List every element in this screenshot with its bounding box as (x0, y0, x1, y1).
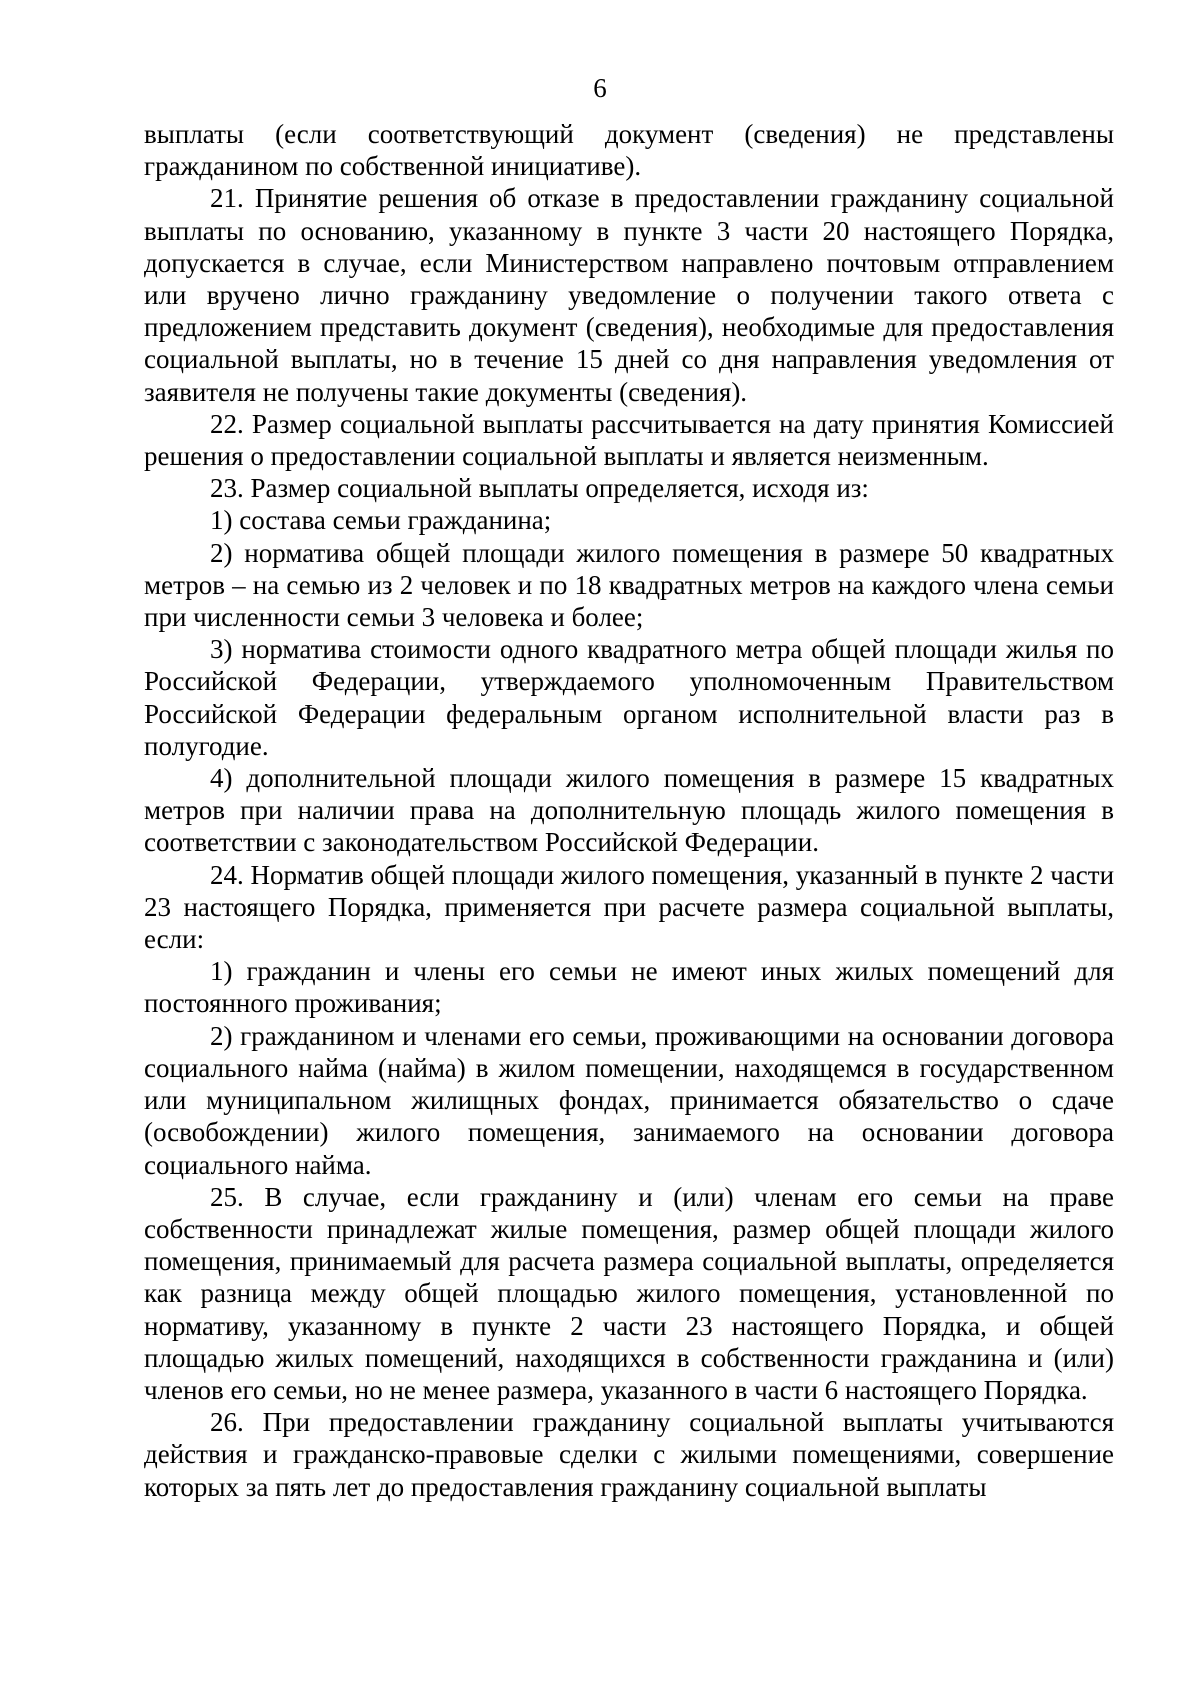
paragraph-23: 23. Размер социальной выплаты определяется, исходя из: (210, 473, 869, 504)
paragraph-21: 21. Принятие решения об отказе в предоставлении гражданину социальной выплаты по основанию, указанному в пункте 3 части 20 настоящего Порядка, допускается в случае, если Министерством направлено почтовым отправлением или вручено лично гражданину уведомление о получении такого ответа с предложением представить документ (сведения), необходимые для предоставления социальной выплаты, но в течение 15 дней со дня направления уведомления от заявителя не получены такие документы (сведения). (144, 183, 1114, 407)
paragraph-24-item-2: 2) гражданином и членами его семьи, проживающими на основании договора социального найма (найма) в жилом помещении, находящемся в государственном или муниципальном жилищных фондах, принимается обязательство о сдаче (освобождении) жилого помещения, занимаемого на основании договора социального найма. (144, 1020, 1114, 1180)
paragraph-23-item-1: 1) состава семьи гражданина; (210, 505, 552, 536)
paragraph-continuation: выплаты (если соответствующий документ (сведения) не представлены гражданином по собственной инициативе). (144, 119, 1114, 182)
paragraph-22: 22. Размер социальной выплаты рассчитывается на дату принятия Комиссией решения о предоставлении социальной выплаты и является неизменным. (144, 408, 1114, 472)
paragraph-23-item-4: 4) дополнительной площади жилого помещения в размере 15 квадратных метров при наличии права на дополнительную площадь жилого помещения в соответствии с законодательством Российской Федерации. (144, 763, 1114, 858)
document-body (144, 118, 1114, 1503)
paragraph-24-item-1: 1) гражданин и члены его семьи не имеют иных жилых помещений для постоянного проживания; (144, 956, 1114, 1019)
paragraph-24: 24. Норматив общей площади жилого помещения, указанный в пункте 2 части 23 настоящего Порядка, применяется при расчете размера социальной выплаты, если: (144, 859, 1115, 955)
paragraph-23-item-3: 3) норматива стоимости одного квадратного метра общей площади жилья по Российской Федерации, утверждаемого уполномоченным Правительством Российской Федерации федеральным органом исполнительной власти раз в полугодие. (144, 634, 1114, 761)
paragraph-26: 26. При предоставлении гражданину социальной выплаты учитываются действия и гражданско-правовые сделки с жилыми помещениями, совершение которых за пять лет до предоставления гражданину социальной выплаты (144, 1407, 1114, 1502)
paragraph-25: 25. В случае, если гражданину и (или) членам его семьи на праве собственности принадлежат жилые помещения, размер общей площади жилого помещения, принимаемый для расчета размера социальной выплаты, определяется как разница между общей площадью жилого помещения, установленной по нормативу, указанному в пункте 2 части 23 настоящего Порядка, и общей площадью жилых помещений, находящихся в собственности гражданина и (или) членов его семьи, но не менее размера, указанного в части 6 настоящего Порядка. (144, 1181, 1114, 1405)
page-number: 6 (593, 73, 607, 103)
paragraph-23-item-2: 2) норматива общей площади жилого помещения в размере 50 квадратных метров – на семью из 2 человек и по 18 квадратных метров на каждого члена семьи при численности семьи 3 человека и более; (144, 537, 1114, 633)
